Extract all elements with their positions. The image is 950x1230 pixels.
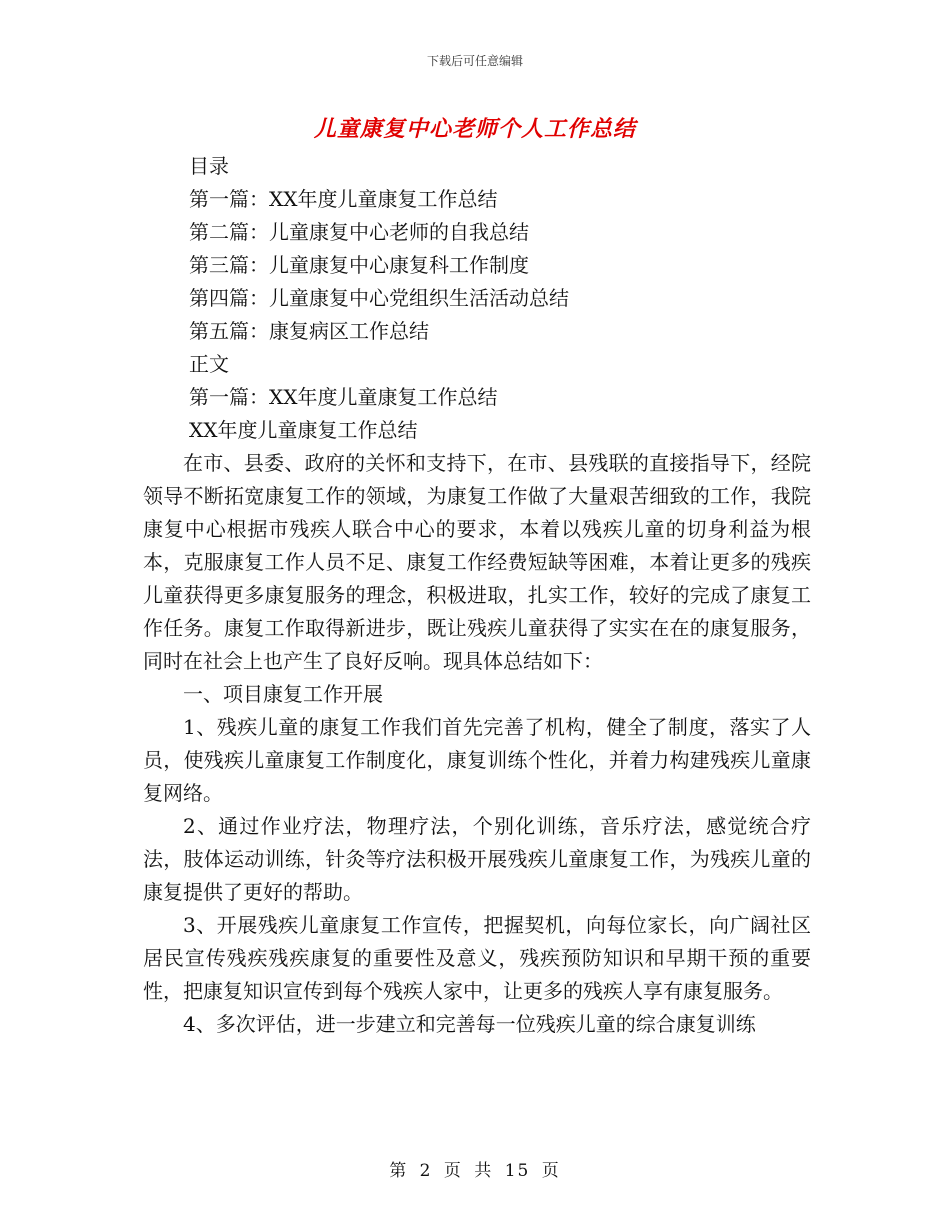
- paragraph-2: 2、通过作业疗法，物理疗法，个别化训练，音乐疗法，感觉统合疗法，肢体运动训练，针灸等疗法积极开展残疾儿童康复工作，为残疾儿童的康复提供了更好的帮助。: [143, 814, 811, 904]
- paragraph-3: 3、开展残疾儿童康复工作宣传，把握契机，向每位家长，向广阔社区居民宣传残疾残疾康复的重要性及意义，残疾预防知识和早期干预的重要性，把康复知识宣传到每个残疾人家中，让更多的残疾人享有康复服务。: [143, 913, 811, 1003]
- intro-paragraph: 在市、县委、政府的关怀和支持下，在市、县残联的直接指导下，经院领导不断拓宽康复工作的领域，为康复工作做了大量艰苦细致的工作，我院康复中心根据市残疾人联合中心的要求，本着以残疾儿童的切身利益为根本，克服康复工作人员不足、康复工作经费短缺等困难，本着让更多的残疾儿童获得更多康复服务的理念，积极进取，扎实工作，较好的完成了康复工作任务。康复工作取得新进步，既让残疾儿童获得了实实在在的康复服务，同时在社会上也产生了良好反响。现具体总结如下：: [143, 451, 811, 673]
- part-title: 第一篇：XX年度儿童康复工作总结: [189, 385, 498, 409]
- header-note: 下载后可任意编辑: [426, 54, 523, 68]
- document-title: 儿童康复中心老师个人工作总结: [313, 116, 636, 142]
- article-title: XX年度儿童康复工作总结: [189, 418, 418, 442]
- toc-heading: 目录: [189, 154, 229, 178]
- toc-item: 第二篇：儿童康复中心老师的自我总结: [189, 220, 529, 244]
- page-footer: 第 2 页 共 15 页: [389, 1161, 561, 1181]
- toc-item: 第一篇：XX年度儿童康复工作总结: [189, 187, 498, 211]
- toc-item: 第四篇：儿童康复中心党组织生活活动总结: [189, 286, 569, 310]
- toc-item: 第五篇：康复病区工作总结: [189, 319, 429, 343]
- toc-item: 第三篇：儿童康复中心康复科工作制度: [189, 253, 529, 277]
- paragraph-1: 1、残疾儿童的康复工作我们首先完善了机构，健全了制度，落实了人员，使残疾儿童康复工作制度化，康复训练个性化，并着力构建残疾儿童康复网络。: [143, 715, 811, 805]
- body-heading: 正文: [189, 352, 229, 376]
- document-body: [143, 150, 811, 1041]
- section-heading: 一、项目康复工作开展: [183, 682, 383, 706]
- paragraph-4: 4、多次评估，进一步建立和完善每一位残疾儿童的综合康复训练: [183, 1012, 756, 1036]
